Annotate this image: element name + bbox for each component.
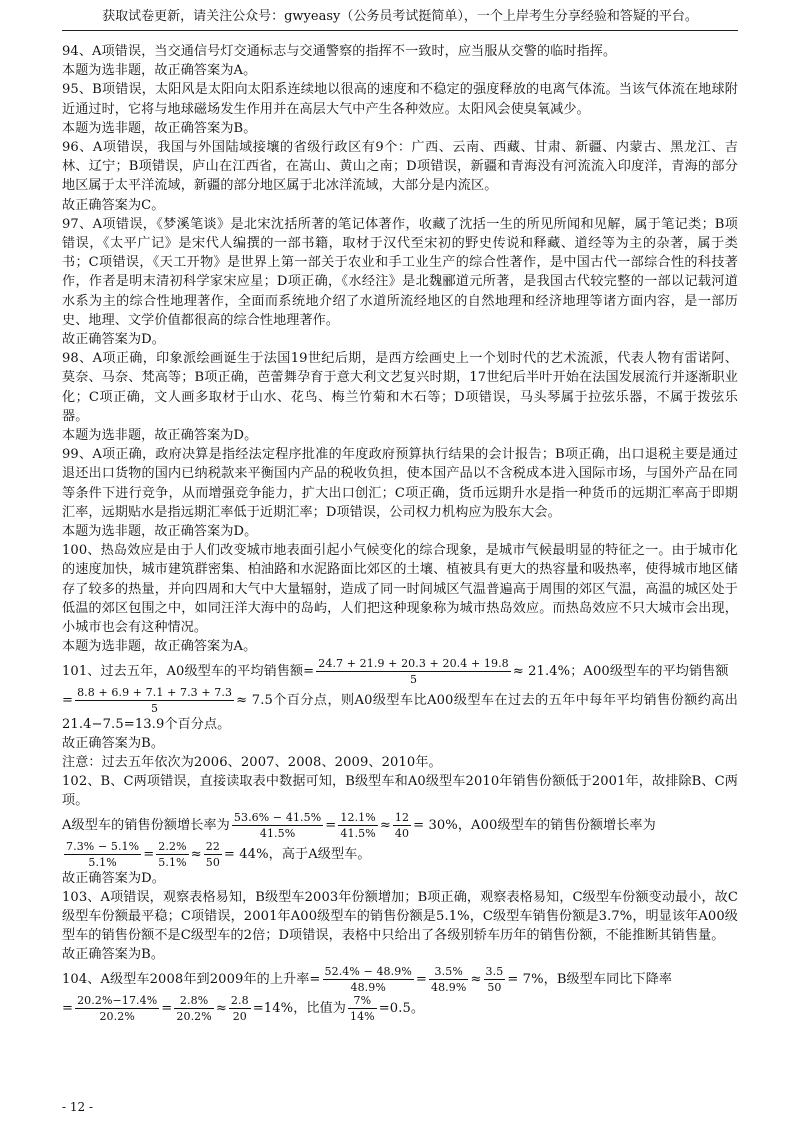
q101-text-2: ；A00级型车的平均销售额 [570,663,729,679]
q104-fraction-5 [174,994,213,1023]
q101-fraction-a0-numerator: 24.7 + 21.9 + 20.3 + 20.4 + 19.8 [318,656,509,670]
paragraph-101-cont [62,686,738,734]
answer-95: 本题为选非题，故正确答案为B。 [62,120,257,136]
q102-fraction-3-numerator: 12 [394,810,410,824]
q101-fraction-a0-denominator: 5 [409,672,418,686]
q101-difference: 21.4−7.5=13.9 [62,716,165,732]
q101-result-a00: ≈ 7.5 [236,692,273,708]
answer-100: 本题为选非题，故正确答案为A。 [62,639,257,655]
q102-fraction-1-numerator: 53.6% − 41.5% [233,810,322,824]
q102-fraction-1 [232,811,323,840]
q102-fraction-4-numerator: 7.3% − 5.1% [66,839,140,853]
q104-approx-2: ≈ [215,1000,227,1016]
paragraph-97: 97、A项错误，《梦溪笔谈》是北宋沈括所著的笔记体著作，收藏了沈括一生的所见所闻和见解，属于笔记类；B项错误，《太平广记》是宋代人编撰的一部书籍，取材于汉代至宋初的野史传说和释藏、道经等为主的杂著，属于类书；C项错误，《天工开物》是世界上第一部关于农业和手工业生产的综合性著作，是中国古代一部综合性的科技著作，作者是明末清初科学家宋应星；D项正确，《水经注》是北魏郦道元所著，是我国古代较完整的一部以记载河道水系为主的综合性地理著作，全面而系统地介绍了水道所流经地区的自然地理和经济地理等诸方面内容，是一部历史、地理、文学价值都很高的综合性地理著作。 [62,216,738,328]
q104-approx-1: ≈ [470,971,482,987]
q104-result-2: =14% [252,1000,294,1016]
q102-fraction-2-numerator: 12.1% [340,810,376,824]
q101-fraction-a0 [316,657,511,686]
q104-fraction-3-denominator: 50 [487,980,502,994]
q104-fraction-4-numerator: 20.2%−17.4% [77,993,158,1007]
q102-text-4: ，高于A级型车。 [268,846,371,862]
page-header: 获取试卷更新，请关注公众号：gwyeasy（公务员考试挺简单），一个上岸考生分享经验和答疑的平台。 [102,9,698,24]
answer-96: 故正确答案为C。 [62,197,165,213]
q104-result-1: = 7% [507,971,544,987]
q101-result-a0: ≈ 21.4% [512,663,571,679]
answer-97: 故正确答案为D。 [62,332,165,348]
q102-equals-2: = [143,846,155,862]
q101-text-3: 个百分点，则A0级型车比A00级型车在过去的五年中每年平均销售份额约高出 [272,692,738,708]
q104-fraction-4 [75,994,159,1023]
q102-result-2: = 44% [223,846,269,862]
q101-equals: = [62,692,74,708]
q104-fraction-4-denominator: 20.2% [99,1009,135,1023]
answer-101: 故正确答案为B。 [62,735,165,751]
paragraph-102: 102、B、C两项错误，直接读取表中数据可知，B级型车和A0级型车2010年销售份额低于2001年，故排除B、C两项。 [62,774,738,809]
paragraph-102-calc-cont [62,840,738,869]
q104-fraction-3 [484,965,506,994]
paragraph-101 [62,657,738,686]
paragraph-100: 100、热岛效应是由于人们改变城市地表面引起小气候变化的综合现象，是城市气候最明显的特征之一。由于城市化的速度加快，城市建筑群密集、柏油路和水泥路面比郊区的土壤、植被具有更大的热容量和吸热率，使得城市地区储存了较多的热量，并向四周和大气中大量辐射，造成了同一时间城区气温普遍高于周围的郊区气温，高温的城区处于低温的郊区包围之中，如同汪洋大海中的岛屿，人们把这种现象称为城市热岛效应。而热岛效应不只大城市会出现，小城市也会有这种情况。 [62,543,738,636]
q104-text-4: 。 [410,1000,425,1016]
q104-fraction-7-numerator: 7% [348,994,377,1009]
q104-fraction-7-denominator: 14% [349,1009,375,1023]
paragraph-104 [62,965,738,994]
q101-fraction-a00-numerator: 8.8 + 6.9 + 7.1 + 7.3 + 7.3 [77,685,233,699]
q102-approx-1: ≈ [379,817,391,833]
q104-fraction-1-numerator: 52.4% − 48.9% [324,964,412,978]
q104-fraction-1 [323,965,414,994]
q104-fraction-2-numerator: 3.5% [429,965,468,980]
q104-fraction-3-numerator: 3.5 [485,964,504,978]
q102-result-1: = 30% [413,817,458,833]
answer-content [62,42,738,1023]
q102-equals-1: = [325,817,337,833]
q104-text-1: 104、A级型车2008年到2009年的上升率= [62,971,321,987]
q102-fraction-1-denominator: 41.5% [259,826,296,840]
q102-fraction-4-denominator: 5.1% [88,855,117,869]
q104-result-3: =0.5 [378,1000,411,1016]
paragraph-102-calc [62,811,738,840]
q102-fraction-3 [393,811,411,840]
q102-fraction-6-denominator: 50 [205,855,220,869]
q102-fraction-4 [64,840,141,869]
q104-equals: = [62,1000,74,1016]
q102-fraction-5-numerator: 2.2% [158,839,187,853]
q104-equals-2: = [161,1000,173,1016]
paragraph-104-cont [62,994,738,1023]
q104-fraction-7 [348,994,377,1023]
answer-98: 本题为选非题，故正确答案为D。 [62,428,258,444]
q104-fraction-2 [429,965,468,994]
q102-fraction-6 [204,840,222,869]
paragraph-103: 103、A项错误，观察表格易知，B级型车2003年份额增加；B项正确，观察表格易知，C级型车份额变动最小，故C级型车份额最平稳；C项错误，2001年A00级型车的销售份额是5.1%，C级型车销售份额是3.7%，明显该年A00级型车的销售份额不是C级型车的2倍；D项错误，表格中只给出了各级别轿车历年的销售份额，不能推断其销售量。 [62,889,738,944]
q101-text-1: 101、过去五年，A0级型车的平均销售额= [62,663,315,679]
answer-103: 故正确答案为B。 [62,947,165,963]
answer-99: 本题为选非题，故正确答案为D。 [62,524,258,540]
q102-fraction-2 [338,811,377,840]
paragraph-98: 98、A项正确，印象派绘画诞生于法国19世纪后期，是西方绘画史上一个划时代的艺术流派，代表人物有雷诺阿、莫奈、马奈、梵高等；B项正确，芭蕾舞孕育于意大利文艺复兴时期，17世纪后半叶开始在法国发展流行并逐渐职业化；C项正确，文人画多取材于山水、花鸟、梅兰竹菊和木石等；D项错误，马头琴属于拉弦乐器，不属于拨弦乐器。 [62,351,738,424]
q102-text-3: ，A00级型车的销售份额增长率为 [457,817,656,833]
q102-fraction-5-denominator: 5.1% [158,855,187,869]
q102-fraction-5 [156,840,188,869]
q101-text-4: 个百分点。 [164,716,231,732]
q104-fraction-5-numerator: 2.8% [174,994,213,1009]
q102-text-2: A级型车的销售份额增长率为 [62,817,230,833]
q102-fraction-2-denominator: 41.5% [340,826,376,840]
paragraph-99: 99、A项正确，政府决算是指经法定程序批准的年度政府预算执行结果的会计报告；B项正确，出口退税主要是通过退还出口货物的国内已纳税款来平衡国内产品的税收负担，使本国产品以不含税成本进入国际市场，与国外产品在同等条件下进行竞争，从而增强竞争能力，扩大出口创汇；C项正确，货币远期升水是指一种货币的远期汇率高于即期汇率，远期贴水是指远期汇率低于近期汇率；D项错误，公司权力机构应为股东大会。 [62,447,738,520]
q104-fraction-6-numerator: 2.8 [230,993,249,1007]
q104-fraction-1-denominator: 48.9% [350,980,386,994]
q104-equals-1: = [415,971,427,987]
q101-fraction-a00-denominator: 5 [151,701,159,715]
paragraph-94: 94、A项错误，当交通信号灯交通标志与交通警察的指挥不一致时，应当服从交警的临时指挥。 [62,44,617,59]
q104-text-3: ，比值为 [293,1000,346,1016]
q104-text-2: ，B级型车同比下降率 [543,971,673,987]
paragraph-96: 96、A项错误，我国与外国陆域接壤的省级行政区有9个：广西、云南、西藏、甘肃、新疆、内蒙古、黑龙江、吉林、辽宁；B项错误，庐山在江西省，在嵩山、黄山之南；D项错误，新疆和青海没有河流流入印度洋，青海的部分地区属于太平洋流域，新疆的部分地区属于北冰洋流域，大部分是内流区。 [62,140,738,194]
q102-approx-2: ≈ [190,846,202,862]
q104-fraction-2-denominator: 48.9% [430,980,467,994]
q102-fraction-6-numerator: 22 [205,839,220,853]
note-101: 注意：过去五年依次为2006、2007、2008、2009、2010年。 [62,754,442,770]
paragraph-95: 95、B项错误，太阳风是太阳向太阳系连续地以很高的速度和不稳定的强度释放的电离气体流。当该气体流在地球附近通过时，它将与地球磁场发生作用并在高层大气中产生各种效应。太阳风会使臭氧减少。 [62,82,738,117]
answer-102: 故正确答案为D。 [62,870,165,886]
header-rule [62,30,738,31]
q102-fraction-3-denominator: 40 [394,826,410,840]
q101-fraction-a00 [75,686,234,715]
q104-fraction-5-denominator: 20.2% [176,1009,212,1023]
q104-fraction-6-denominator: 20 [232,1009,247,1023]
page-number: - 12 - [62,1100,94,1114]
q104-fraction-6 [229,994,251,1023]
answer-94: 本题为选非题，故正确答案为A。 [62,63,257,79]
